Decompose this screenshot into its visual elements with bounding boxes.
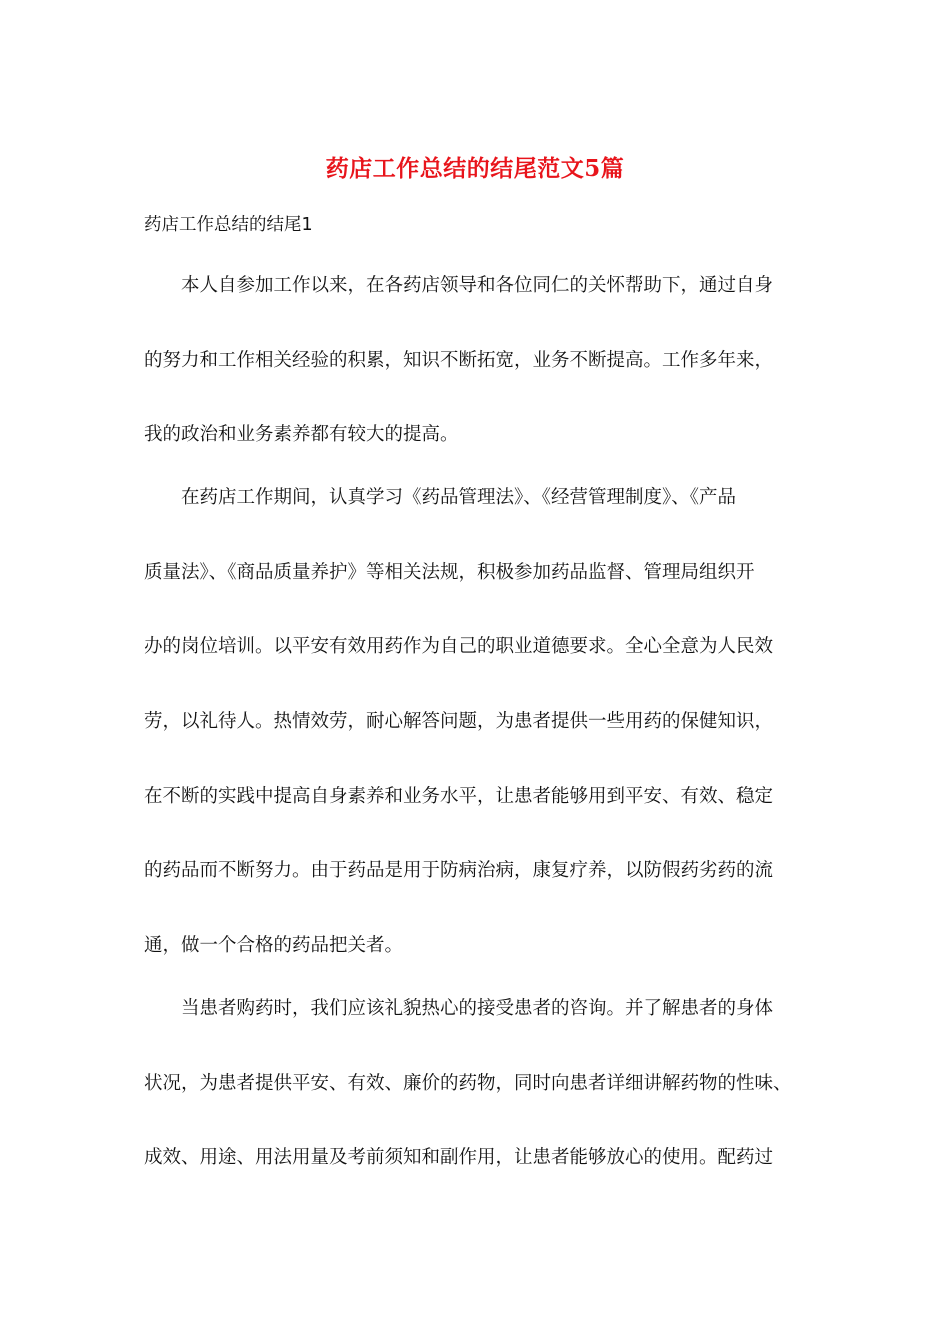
paragraph-line: 我的政治和业务素养都有较大的提高。 [144, 424, 459, 445]
paragraph-line: 当患者购药时，我们应该礼貌热心的接受患者的咨询。并了解患者的身体 [181, 998, 774, 1019]
section-heading: 药店工作总结的结尾1 [144, 215, 313, 235]
paragraph-line: 状况，为患者提供平安、有效、廉价的药物，同时向患者详细讲解药物的性味、 [144, 1073, 792, 1094]
paragraph-line: 的药品而不断努力。由于药品是用于防病治病，康复疗养，以防假药劣药的流 [144, 860, 774, 881]
paragraph-line: 劳，以礼待人。热情效劳，耐心解答问题，为患者提供一些用药的保健知识， [144, 711, 774, 732]
paragraph-line: 在药店工作期间，认真学习《药品管理法》、《经营管理制度》、《产品 [181, 487, 737, 508]
paragraph-line: 在不断的实践中提高自身素养和业务水平，让患者能够用到平安、有效、稳定 [144, 786, 774, 807]
document-title: 药店工作总结的结尾范文5篇 [325, 155, 625, 182]
paragraph-line: 通，做一个合格的药品把关者。 [144, 935, 404, 956]
paragraph-line: 质量法》、《商品质量养护》等相关法规，积极参加药品监督、管理局组织开 [144, 562, 755, 583]
paragraph-line: 的努力和工作相关经验的积累，知识不断拓宽，业务不断提高。工作多年来， [144, 350, 774, 371]
paragraph-line: 办的岗位培训。以平安有效用药作为自己的职业道德要求。全心全意为人民效 [144, 636, 774, 657]
paragraph-line: 成效、用途、用法用量及考前须知和副作用，让患者能够放心的使用。配药过 [144, 1147, 774, 1168]
paragraph-line: 本人自参加工作以来，在各药店领导和各位同仁的关怀帮助下，通过自身 [181, 275, 774, 296]
